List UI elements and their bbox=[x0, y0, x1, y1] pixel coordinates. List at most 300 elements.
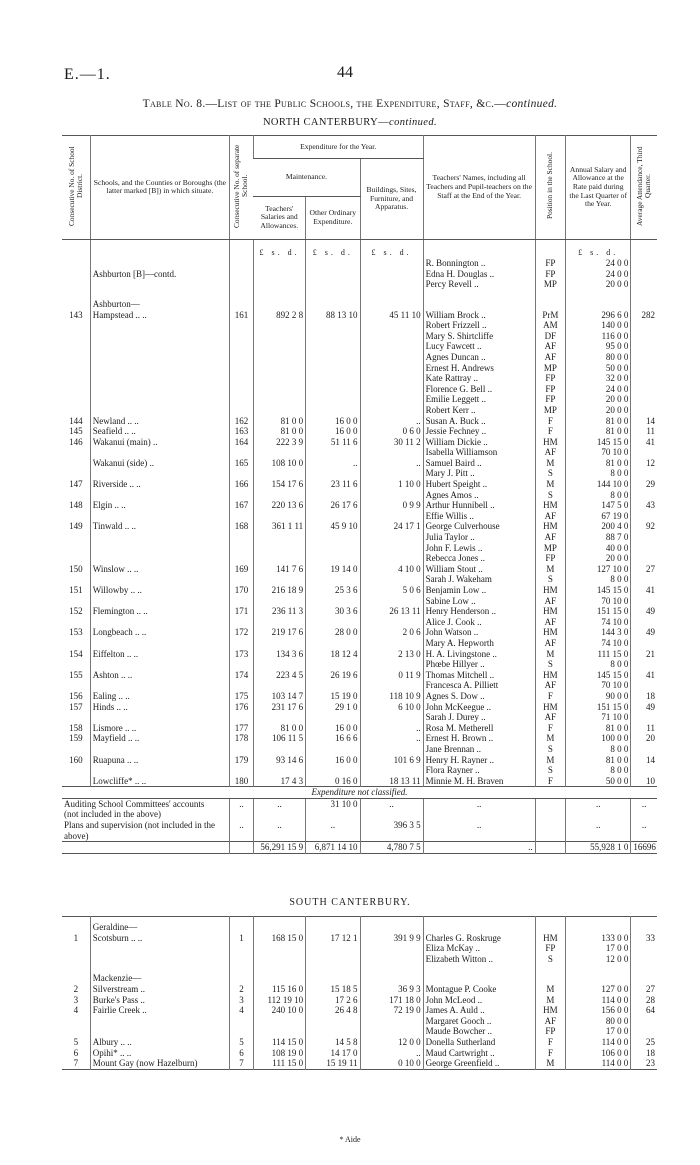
row-buildings: .. bbox=[360, 733, 423, 744]
row-other bbox=[306, 279, 360, 290]
row-other bbox=[306, 352, 360, 363]
row-teacher: Jane Brennan .. bbox=[423, 744, 535, 755]
row-buildings bbox=[360, 659, 423, 670]
row-district bbox=[62, 405, 90, 416]
row-attendance bbox=[631, 320, 657, 331]
row-position: M bbox=[535, 984, 565, 995]
row-school: Newland .. .. bbox=[90, 416, 229, 427]
row-teacher: Lucy Fawcett .. bbox=[423, 341, 535, 352]
table-row bbox=[62, 755, 657, 766]
row-attendance: 23 bbox=[631, 1058, 657, 1069]
row-position: HM bbox=[535, 702, 565, 713]
row-separate: 172 bbox=[230, 627, 254, 638]
row-separate: 170 bbox=[230, 585, 254, 596]
row-position: S bbox=[535, 659, 565, 670]
row-annual: 145 15 0 bbox=[566, 670, 631, 681]
row-salaries: 154 17 6 bbox=[253, 479, 305, 490]
row-separate bbox=[230, 394, 254, 405]
row-school: Longbeach .. .. bbox=[90, 627, 229, 638]
row-position: AF bbox=[535, 532, 565, 543]
row-annual: 20 0 0 bbox=[566, 553, 631, 564]
row-school bbox=[90, 659, 229, 670]
table-row bbox=[62, 585, 657, 596]
north-canterbury-table bbox=[62, 135, 657, 854]
row-salaries bbox=[253, 279, 305, 290]
row-other bbox=[306, 543, 360, 554]
row-annual: 24 0 0 bbox=[566, 269, 631, 280]
row-separate bbox=[230, 1016, 254, 1027]
row-annual: 127 10 0 bbox=[566, 564, 631, 575]
row-separate bbox=[230, 973, 254, 984]
table-row bbox=[62, 933, 657, 944]
row-position: HM bbox=[535, 585, 565, 596]
row-school bbox=[90, 680, 229, 691]
row-separate: 171 bbox=[230, 606, 254, 617]
row-position: HM bbox=[535, 670, 565, 681]
section-north-suffix: continued. bbox=[389, 117, 438, 128]
row-attendance bbox=[631, 553, 657, 564]
row-attendance bbox=[631, 269, 657, 280]
row-position: F bbox=[535, 723, 565, 734]
page-reference: E.—1. bbox=[64, 66, 111, 83]
total-sal: 56,291 15 9 bbox=[253, 842, 305, 854]
row-teacher: Jessie Fechney .. bbox=[423, 426, 535, 437]
row-attendance bbox=[631, 659, 657, 670]
row-salaries bbox=[253, 341, 305, 352]
extra-sep: .. bbox=[230, 820, 254, 842]
row-position: MP bbox=[535, 543, 565, 554]
row-buildings: 18 13 11 bbox=[360, 776, 423, 787]
row-attendance bbox=[631, 922, 657, 933]
row-school: Scotsburn .. .. bbox=[90, 933, 229, 944]
extra-row bbox=[62, 798, 657, 820]
row-teacher: Julia Taylor .. bbox=[423, 532, 535, 543]
row-annual: 133 0 0 bbox=[566, 933, 631, 944]
section-north-heading bbox=[0, 117, 700, 128]
table-row bbox=[62, 352, 657, 363]
row-district bbox=[62, 447, 90, 458]
row-position: AF bbox=[535, 511, 565, 522]
page-number: 44 bbox=[337, 64, 353, 81]
row-teacher: Emilie Leggett .. bbox=[423, 394, 535, 405]
header-position: Position in the School. bbox=[535, 136, 565, 240]
row-separate: 1 bbox=[230, 933, 254, 944]
row-salaries bbox=[253, 490, 305, 501]
row-position: M bbox=[535, 755, 565, 766]
row-buildings bbox=[360, 341, 423, 352]
row-salaries bbox=[253, 574, 305, 585]
header-separate: Consecutive No. of separate School. bbox=[230, 136, 254, 240]
row-salaries: 81 0 0 bbox=[253, 723, 305, 734]
row-salaries bbox=[253, 1026, 305, 1037]
row-teacher: Henry Henderson .. bbox=[423, 606, 535, 617]
table-row bbox=[62, 384, 657, 395]
table-row bbox=[62, 373, 657, 384]
table-row bbox=[62, 596, 657, 607]
row-other: 25 3 6 bbox=[306, 585, 360, 596]
row-teacher: William Dickie .. bbox=[423, 437, 535, 448]
row-annual: 70 10 0 bbox=[566, 447, 631, 458]
table-row bbox=[62, 702, 657, 713]
row-buildings: 391 9 9 bbox=[360, 933, 423, 944]
row-salaries: 108 19 0 bbox=[253, 1048, 305, 1059]
row-attendance: 25 bbox=[631, 1037, 657, 1048]
table-row bbox=[62, 447, 657, 458]
row-school bbox=[90, 574, 229, 585]
row-buildings: 2 0 6 bbox=[360, 627, 423, 638]
row-buildings: 2 13 0 bbox=[360, 649, 423, 660]
row-separate: 2 bbox=[230, 984, 254, 995]
row-annual bbox=[566, 299, 631, 310]
row-other bbox=[306, 373, 360, 384]
not-classified-label: Expenditure not classified. bbox=[62, 787, 657, 799]
row-teacher: Sabine Low .. bbox=[423, 596, 535, 607]
row-salaries: 81 0 0 bbox=[253, 416, 305, 427]
table-row bbox=[62, 943, 657, 954]
row-attendance: 11 bbox=[631, 723, 657, 734]
table-row bbox=[62, 405, 657, 416]
row-buildings: 12 0 0 bbox=[360, 1037, 423, 1048]
table-row bbox=[62, 659, 657, 670]
row-attendance bbox=[631, 638, 657, 649]
row-teacher: Benjamin Low .. bbox=[423, 585, 535, 596]
table-row bbox=[62, 437, 657, 448]
row-attendance bbox=[631, 574, 657, 585]
row-other bbox=[306, 954, 360, 965]
row-position: AF bbox=[535, 680, 565, 691]
row-school bbox=[90, 341, 229, 352]
row-other: 29 1 0 bbox=[306, 702, 360, 713]
row-district: 158 bbox=[69, 722, 83, 733]
row-annual: 200 4 0 bbox=[566, 521, 631, 532]
row-position: M bbox=[535, 458, 565, 469]
row-school: Mount Gay (now Hazelburn) bbox=[90, 1058, 229, 1069]
row-position: F bbox=[535, 776, 565, 787]
row-annual: 24 0 0 bbox=[566, 384, 631, 395]
row-annual: 12 0 0 bbox=[566, 954, 631, 965]
row-attendance bbox=[631, 596, 657, 607]
footnote: * Aide bbox=[339, 1135, 361, 1144]
row-district bbox=[62, 373, 90, 384]
row-district: 156 bbox=[69, 690, 83, 701]
row-salaries: 111 15 0 bbox=[253, 1058, 305, 1069]
row-other bbox=[306, 638, 360, 649]
row-separate: 7 bbox=[230, 1058, 254, 1069]
row-position: FP bbox=[535, 384, 565, 395]
total-annual: 55,928 1 0 bbox=[566, 842, 631, 854]
not-classified-row bbox=[62, 787, 657, 799]
row-annual: 145 15 0 bbox=[566, 437, 631, 448]
row-separate: 3 bbox=[230, 995, 254, 1006]
row-school: Hinds .. .. bbox=[90, 702, 229, 713]
row-annual: 127 0 0 bbox=[566, 984, 631, 995]
extra-sal: .. bbox=[253, 820, 305, 842]
row-position: M bbox=[535, 479, 565, 490]
table-row bbox=[62, 733, 657, 744]
row-school bbox=[90, 511, 229, 522]
row-attendance bbox=[631, 511, 657, 522]
row-position: AF bbox=[535, 447, 565, 458]
row-position: S bbox=[535, 468, 565, 479]
row-school: Wakanui (side) .. bbox=[90, 458, 229, 469]
row-teacher: Alice J. Cook .. bbox=[423, 617, 535, 628]
row-district: 1 bbox=[73, 932, 79, 943]
row-buildings: 0 9 9 bbox=[360, 500, 423, 511]
row-district bbox=[62, 279, 90, 290]
row-school: Albury .. .. bbox=[90, 1037, 229, 1048]
row-separate bbox=[230, 617, 254, 628]
row-salaries bbox=[253, 331, 305, 342]
row-salaries bbox=[253, 943, 305, 954]
row-salaries: 222 3 9 bbox=[253, 437, 305, 448]
row-buildings: 4 10 0 bbox=[360, 564, 423, 575]
extra-rows bbox=[62, 787, 657, 854]
row-district bbox=[62, 532, 90, 543]
row-annual: 74 10 0 bbox=[566, 617, 631, 628]
row-attendance: 18 bbox=[631, 691, 657, 702]
row-district: 143 bbox=[69, 309, 83, 320]
row-teacher: Agnes Amos .. bbox=[423, 490, 535, 501]
row-district bbox=[62, 744, 90, 755]
extra-oth: 31 10 0 bbox=[306, 798, 360, 820]
row-salaries bbox=[253, 638, 305, 649]
row-other bbox=[306, 320, 360, 331]
table-row bbox=[62, 279, 657, 290]
row-school bbox=[90, 258, 229, 269]
row-district bbox=[62, 258, 90, 269]
row-school: Mackenzie— bbox=[90, 973, 229, 984]
row-buildings bbox=[360, 1026, 423, 1037]
row-school bbox=[90, 373, 229, 384]
row-other: 26 19 6 bbox=[306, 670, 360, 681]
row-teacher: Margaret Gooch .. bbox=[423, 1016, 535, 1027]
row-gap bbox=[62, 290, 657, 299]
table-row bbox=[62, 1005, 657, 1016]
row-other bbox=[306, 331, 360, 342]
row-other: 17 2 6 bbox=[306, 995, 360, 1006]
row-annual: 88 7 0 bbox=[566, 532, 631, 543]
row-salaries bbox=[253, 543, 305, 554]
header-salaries: Teachers' Salaries and Allowances. bbox=[253, 196, 305, 239]
row-position: F bbox=[535, 691, 565, 702]
row-other bbox=[306, 617, 360, 628]
row-district: 159 bbox=[69, 733, 83, 744]
row-annual: 32 0 0 bbox=[566, 373, 631, 384]
row-annual: 114 0 0 bbox=[566, 995, 631, 1006]
row-school: Elgin .. .. bbox=[90, 500, 229, 511]
row-annual: 40 0 0 bbox=[566, 543, 631, 554]
table-row bbox=[62, 269, 657, 280]
row-salaries: 223 4 5 bbox=[253, 670, 305, 681]
row-other: 23 11 6 bbox=[306, 479, 360, 490]
row-district bbox=[62, 341, 90, 352]
row-position bbox=[535, 299, 565, 310]
row-school bbox=[90, 638, 229, 649]
row-attendance: 41 bbox=[631, 585, 657, 596]
row-attendance: 49 bbox=[631, 606, 657, 617]
row-buildings bbox=[360, 279, 423, 290]
row-separate: 169 bbox=[230, 564, 254, 575]
row-annual: 8 0 0 bbox=[566, 744, 631, 755]
row-district bbox=[62, 765, 90, 776]
row-annual: 111 15 0 bbox=[566, 649, 631, 660]
table-row bbox=[62, 1016, 657, 1027]
row-school: Ashburton [B]—contd. bbox=[90, 269, 229, 280]
row-teacher bbox=[423, 973, 535, 984]
row-teacher: John McKeegue .. bbox=[423, 702, 535, 713]
row-district bbox=[62, 776, 90, 787]
row-position: HM bbox=[535, 437, 565, 448]
row-other bbox=[306, 394, 360, 405]
row-position: AF bbox=[535, 1016, 565, 1027]
table-row bbox=[62, 426, 657, 437]
row-district: 148 bbox=[69, 500, 83, 511]
table-row bbox=[62, 479, 657, 490]
row-teacher: Effie Willis .. bbox=[423, 511, 535, 522]
north-table-body bbox=[62, 239, 657, 787]
row-district: 157 bbox=[69, 701, 83, 712]
row-district: 7 bbox=[73, 1058, 79, 1069]
extra-teacher: .. bbox=[423, 820, 535, 842]
row-annual bbox=[566, 922, 631, 933]
row-attendance bbox=[631, 468, 657, 479]
row-buildings bbox=[360, 543, 423, 554]
header-other: Other Ordinary Expenditure. bbox=[306, 196, 360, 239]
extra-att: .. bbox=[631, 820, 657, 842]
table-row bbox=[62, 574, 657, 585]
row-other bbox=[306, 574, 360, 585]
row-position: FP bbox=[535, 373, 565, 384]
row-teacher: Ernest H. Andrews bbox=[423, 363, 535, 374]
row-district bbox=[62, 543, 90, 554]
row-buildings: 72 19 0 bbox=[360, 1005, 423, 1016]
row-district bbox=[62, 331, 90, 342]
row-teacher: Edna H. Douglas .. bbox=[423, 269, 535, 280]
row-school: Opihi* .. .. bbox=[90, 1048, 229, 1059]
row-separate bbox=[230, 331, 254, 342]
table-row bbox=[62, 416, 657, 427]
row-buildings bbox=[360, 532, 423, 543]
row-district bbox=[62, 511, 90, 522]
extra-att: .. bbox=[631, 798, 657, 820]
row-teacher: Ernest H. Brown .. bbox=[423, 733, 535, 744]
row-attendance: 27 bbox=[631, 564, 657, 575]
row-separate: 176 bbox=[230, 702, 254, 713]
row-attendance bbox=[631, 954, 657, 965]
row-school bbox=[90, 468, 229, 479]
row-separate bbox=[230, 638, 254, 649]
row-teacher: Robert Kerr .. bbox=[423, 405, 535, 416]
row-salaries: 231 17 6 bbox=[253, 702, 305, 713]
row-other bbox=[306, 744, 360, 755]
table-row bbox=[62, 712, 657, 723]
row-other: 16 0 0 bbox=[306, 723, 360, 734]
row-buildings bbox=[360, 553, 423, 564]
row-buildings bbox=[360, 363, 423, 374]
row-teacher: Susan A. Buck .. bbox=[423, 416, 535, 427]
totals-row bbox=[62, 842, 657, 854]
row-teacher: John McLeod .. bbox=[423, 995, 535, 1006]
row-district: 151 bbox=[69, 585, 83, 595]
row-salaries bbox=[253, 973, 305, 984]
row-position: MP bbox=[535, 363, 565, 374]
row-separate: 165 bbox=[230, 458, 254, 469]
row-position: S bbox=[535, 574, 565, 585]
row-buildings bbox=[360, 954, 423, 965]
row-buildings bbox=[360, 490, 423, 501]
currency-label: £ s. d. bbox=[253, 239, 305, 258]
row-district: 5 bbox=[73, 1036, 79, 1047]
row-annual: 81 0 0 bbox=[566, 755, 631, 766]
row-annual: 114 0 0 bbox=[566, 1058, 631, 1069]
row-teacher bbox=[423, 922, 535, 933]
extra-annual: .. bbox=[566, 820, 631, 842]
row-buildings: 24 17 1 bbox=[360, 521, 423, 532]
row-other bbox=[306, 299, 360, 310]
header-annual: Annual Salary and Allowance at the Rate paid during the Last Quarter of the Year. bbox=[566, 136, 631, 240]
row-attendance: 18 bbox=[631, 1048, 657, 1059]
table-title-suffix: continued. bbox=[506, 98, 558, 110]
table-row bbox=[62, 458, 657, 469]
row-school: Mayfield .. .. bbox=[90, 733, 229, 744]
row-salaries bbox=[253, 363, 305, 374]
row-attendance bbox=[631, 352, 657, 363]
row-teacher: Sarah J. Wakeham bbox=[423, 574, 535, 585]
table-row bbox=[62, 490, 657, 501]
row-annual: 20 0 0 bbox=[566, 279, 631, 290]
row-school bbox=[90, 532, 229, 543]
row-other: 19 14 0 bbox=[306, 564, 360, 575]
table-row bbox=[62, 973, 657, 984]
row-other: 51 11 6 bbox=[306, 437, 360, 448]
row-annual: 151 15 0 bbox=[566, 606, 631, 617]
row-other bbox=[306, 659, 360, 670]
row-teacher: Francesca A. Pilliett bbox=[423, 680, 535, 691]
row-other: .. bbox=[306, 458, 360, 469]
row-school: Willowby .. .. bbox=[90, 585, 229, 596]
row-other: 18 12 4 bbox=[306, 649, 360, 660]
row-separate: 168 bbox=[230, 521, 254, 532]
row-teacher: John Watson .. bbox=[423, 627, 535, 638]
table-row bbox=[62, 922, 657, 933]
table-row bbox=[62, 341, 657, 352]
row-separate bbox=[230, 447, 254, 458]
table-row bbox=[62, 310, 657, 321]
currency-label: £ s. d. bbox=[306, 239, 360, 258]
extra-label: Auditing School Committees' accounts (not included in the above) bbox=[64, 798, 205, 820]
row-buildings: 30 11 2 bbox=[360, 437, 423, 448]
row-salaries: 141 7 6 bbox=[253, 564, 305, 575]
table-row bbox=[62, 1058, 657, 1069]
row-buildings bbox=[360, 331, 423, 342]
row-teacher: Arthur Hunnibell .. bbox=[423, 500, 535, 511]
row-other: 14 5 8 bbox=[306, 1037, 360, 1048]
row-district: 3 bbox=[73, 994, 79, 1005]
row-annual: 81 0 0 bbox=[566, 416, 631, 427]
row-attendance bbox=[631, 341, 657, 352]
row-school bbox=[90, 447, 229, 458]
row-other: 26 4 8 bbox=[306, 1005, 360, 1016]
row-annual: 20 0 0 bbox=[566, 405, 631, 416]
row-buildings: 101 6 9 bbox=[360, 755, 423, 766]
row-attendance bbox=[631, 765, 657, 776]
row-separate bbox=[230, 1026, 254, 1037]
row-buildings bbox=[360, 394, 423, 405]
row-attendance: 12 bbox=[631, 458, 657, 469]
row-buildings bbox=[360, 299, 423, 310]
row-salaries bbox=[253, 553, 305, 564]
currency-label: £ s. d. bbox=[566, 239, 631, 258]
